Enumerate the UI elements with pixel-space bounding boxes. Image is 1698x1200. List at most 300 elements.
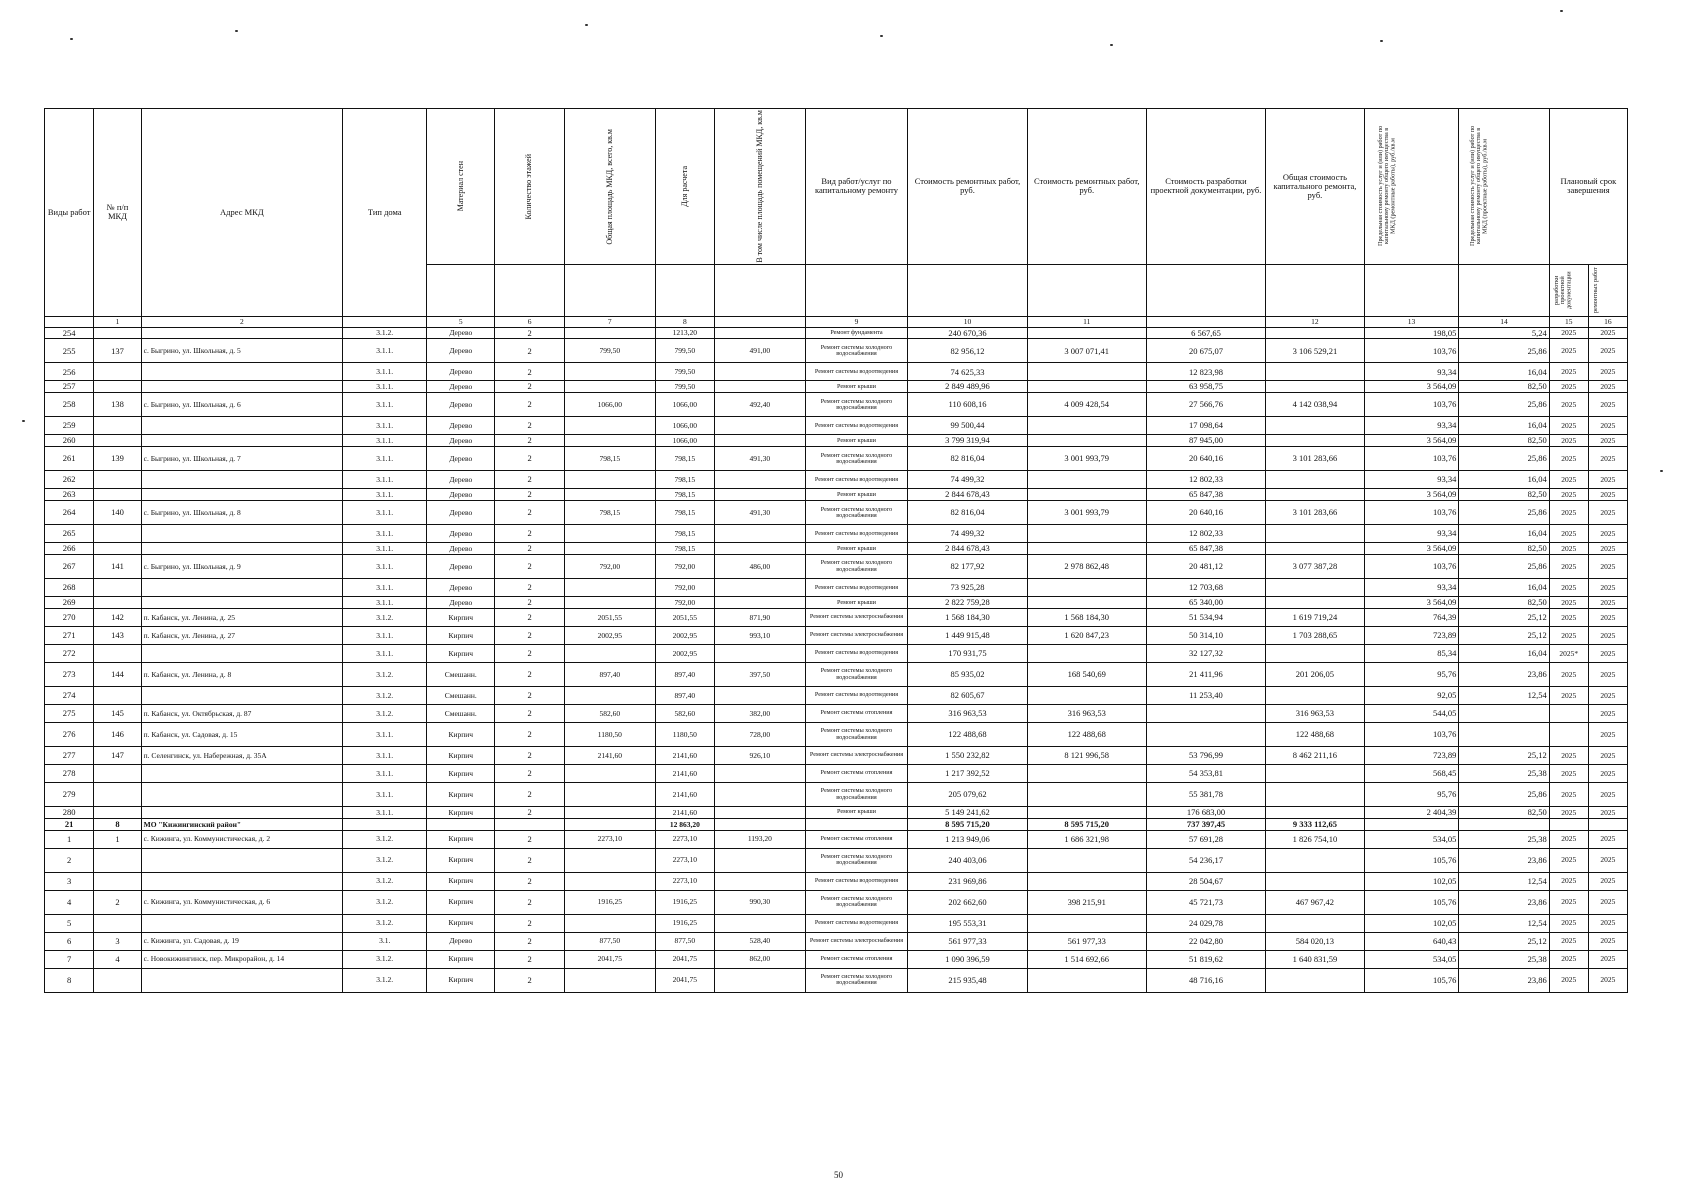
plan-repair-cell: 2025 [1588, 393, 1627, 417]
house-type-cell: 3.1.2. [343, 950, 427, 968]
plan-design-cell: 2025 [1549, 627, 1588, 645]
total-area-cell [565, 687, 655, 705]
total-cost-cell: 316 963,53 [1266, 705, 1365, 723]
floors-cell: 2 [495, 597, 565, 609]
limit-design-cell: 82,50 [1459, 597, 1549, 609]
plan-design-cell [1549, 705, 1588, 723]
total-cost-cell [1266, 489, 1365, 501]
calc-area-cell: 1066,00 [655, 435, 715, 447]
page-number: 50 [834, 1170, 843, 1180]
calc-area-cell: 2141,60 [655, 765, 715, 783]
design-cost-cell: 65 847,38 [1146, 543, 1265, 555]
total-cost-cell [1266, 783, 1365, 807]
plan-repair-cell: 2025 [1588, 417, 1627, 435]
column-number-cell: 6 [495, 316, 565, 327]
limit-design-cell: 82,50 [1459, 807, 1549, 819]
service-type-cell: Ремонт крыши [805, 807, 908, 819]
limit-work-cell: 3 564,09 [1364, 597, 1459, 609]
house-type-cell [343, 819, 427, 831]
house-type-cell: 3.1.1. [343, 645, 427, 663]
plan-design-cell: 2025 [1549, 471, 1588, 489]
house-type-cell: 3.1.1. [343, 783, 427, 807]
limit-design-cell: 25,38 [1459, 830, 1549, 848]
premises-area-cell [715, 645, 805, 663]
plan-design-cell: 2025 [1549, 747, 1588, 765]
repair-cost-cell: 122 488,68 [908, 723, 1027, 747]
calc-area-cell: 1066,00 [655, 393, 715, 417]
floors-cell: 2 [495, 968, 565, 992]
plan-repair-cell: 2025 [1588, 783, 1627, 807]
total-cost-cell [1266, 471, 1365, 489]
service-type-cell: Ремонт системы водоотведения [805, 417, 908, 435]
header-sub-empty [1027, 264, 1146, 316]
header-sub-empty [1266, 264, 1365, 316]
column-number-cell [45, 316, 94, 327]
mkd-number-cell: 4 [94, 950, 141, 968]
table-row [45, 783, 1628, 807]
house-type-cell: 3.1.1. [343, 807, 427, 819]
design-cost-cell: 12 703,68 [1146, 579, 1265, 597]
wall-material-cell: Кирпич [427, 765, 495, 783]
total-cost-cell: 1 640 831,59 [1266, 950, 1365, 968]
table-row [45, 807, 1628, 819]
wall-material-cell: Кирпич [427, 890, 495, 914]
repair-cost-cell: 231 969,86 [908, 872, 1027, 890]
floors-cell: 2 [495, 363, 565, 381]
header-plan: Плановый срок завершения [1549, 109, 1627, 265]
scan-speck [880, 35, 883, 37]
wall-material-cell: Дерево [427, 339, 495, 363]
total-cost-cell: 3 106 529,21 [1266, 339, 1365, 363]
mkd-number-cell [94, 968, 141, 992]
premises-area-cell: 382,00 [715, 705, 805, 723]
plan-repair-cell: 2025 [1588, 807, 1627, 819]
design-cost-cell: 65 847,38 [1146, 489, 1265, 501]
header-sub-empty [1364, 264, 1459, 316]
wall-material-cell [427, 819, 495, 831]
table-row [45, 579, 1628, 597]
header-total-area: Общая площадь МКД, всего, кв.м [565, 109, 655, 265]
floors-cell: 2 [495, 890, 565, 914]
table-row [45, 723, 1628, 747]
address-cell [141, 848, 342, 872]
column-number-cell: 12 [1266, 316, 1365, 327]
mkd-number-cell [94, 471, 141, 489]
header-house-type: Тип дома [343, 109, 427, 317]
premises-area-cell [715, 914, 805, 932]
floors-cell: 2 [495, 663, 565, 687]
total-cost-cell [1266, 579, 1365, 597]
total-cost-cell [1266, 645, 1365, 663]
repair-cost-cell: 205 079,62 [908, 783, 1027, 807]
premises-area-cell: 926,10 [715, 747, 805, 765]
house-type-cell: 3.1.1. [343, 627, 427, 645]
repair-cost-total-cell [1027, 543, 1146, 555]
total-area-cell: 877,50 [565, 932, 655, 950]
repair-cost-cell: 74 625,33 [908, 363, 1027, 381]
limit-work-cell: 103,76 [1364, 501, 1459, 525]
limit-design-cell: 25,86 [1459, 447, 1549, 471]
work-type-cell: 272 [45, 645, 94, 663]
repair-cost-cell: 2 822 759,28 [908, 597, 1027, 609]
plan-design-cell [1549, 723, 1588, 747]
plan-repair-cell: 2025 [1588, 501, 1627, 525]
mkd-number-cell: 139 [94, 447, 141, 471]
header-sub-empty [565, 264, 655, 316]
floors-cell: 2 [495, 765, 565, 783]
repair-cost-cell: 74 499,32 [908, 471, 1027, 489]
table-row [45, 597, 1628, 609]
service-type-cell: Ремонт системы электроснабжения [805, 747, 908, 765]
repair-cost-total-cell: 316 963,53 [1027, 705, 1146, 723]
house-type-cell: 3.1.1. [343, 597, 427, 609]
plan-repair-cell: 2025 [1588, 932, 1627, 950]
design-cost-cell: 63 958,75 [1146, 381, 1265, 393]
limit-work-cell: 3 564,09 [1364, 543, 1459, 555]
repair-cost-total-cell [1027, 807, 1146, 819]
design-cost-cell: 737 397,45 [1146, 819, 1265, 831]
total-area-cell [565, 968, 655, 992]
limit-work-cell: 105,76 [1364, 890, 1459, 914]
total-area-cell: 792,00 [565, 555, 655, 579]
service-type-cell: Ремонт системы холодного водоснабжения [805, 890, 908, 914]
wall-material-cell: Кирпич [427, 807, 495, 819]
calc-area-cell: 799,50 [655, 381, 715, 393]
mkd-number-cell: 144 [94, 663, 141, 687]
calc-area-cell: 2273,10 [655, 848, 715, 872]
repair-cost-cell: 316 963,53 [908, 705, 1027, 723]
total-area-cell: 2273,10 [565, 830, 655, 848]
header-work-type: Виды работ [45, 109, 94, 317]
limit-work-cell: 198,05 [1364, 327, 1459, 339]
service-type-cell: Ремонт системы водоотведения [805, 525, 908, 543]
wall-material-cell: Кирпич [427, 723, 495, 747]
limit-design-cell: 25,12 [1459, 747, 1549, 765]
wall-material-cell: Кирпич [427, 848, 495, 872]
mkd-number-cell: 3 [94, 932, 141, 950]
plan-design-cell: 2025 [1549, 609, 1588, 627]
work-type-cell: 254 [45, 327, 94, 339]
table-body [45, 327, 1628, 992]
mkd-number-cell [94, 579, 141, 597]
floors-cell: 2 [495, 914, 565, 932]
work-type-cell: 263 [45, 489, 94, 501]
limit-design-cell: 82,50 [1459, 543, 1549, 555]
premises-area-cell [715, 872, 805, 890]
premises-area-cell [715, 968, 805, 992]
premises-area-cell [715, 819, 805, 831]
service-type-cell: Ремонт системы отопления [805, 705, 908, 723]
design-cost-cell: 54 353,81 [1146, 765, 1265, 783]
wall-material-cell: Кирпич [427, 645, 495, 663]
address-cell: п. Селенгинск, ул. Набережная, д. 35А [141, 747, 342, 765]
house-type-cell: 3.1. [343, 932, 427, 950]
plan-design-cell: 2025 [1549, 968, 1588, 992]
work-type-cell: 271 [45, 627, 94, 645]
premises-area-cell [715, 327, 805, 339]
plan-repair-cell: 2025 [1588, 471, 1627, 489]
table-row [45, 819, 1628, 831]
total-area-cell [565, 807, 655, 819]
header-calc-area: Для расчета [655, 109, 715, 265]
table-row [45, 339, 1628, 363]
premises-area-cell: 492,40 [715, 393, 805, 417]
design-cost-cell: 11 253,40 [1146, 687, 1265, 705]
premises-area-cell [715, 543, 805, 555]
address-cell [141, 872, 342, 890]
design-cost-cell: 22 042,80 [1146, 932, 1265, 950]
repair-cost-total-cell [1027, 417, 1146, 435]
plan-design-cell: 2025 [1549, 417, 1588, 435]
limit-design-cell: 25,38 [1459, 765, 1549, 783]
table-row [45, 525, 1628, 543]
design-cost-cell: 12 823,98 [1146, 363, 1265, 381]
header-plan-repair: ремонтных работ [1588, 264, 1627, 316]
column-number-cell: 9 [805, 316, 908, 327]
limit-design-cell: 82,50 [1459, 489, 1549, 501]
design-cost-cell: 51 534,94 [1146, 609, 1265, 627]
total-area-cell: 799,50 [565, 339, 655, 363]
limit-work-cell: 103,76 [1364, 723, 1459, 747]
table-row [45, 872, 1628, 890]
wall-material-cell: Дерево [427, 555, 495, 579]
service-type-cell: Ремонт системы холодного водоснабжения [805, 723, 908, 747]
plan-repair-cell: 2025 [1588, 890, 1627, 914]
calc-area-cell: 2002,95 [655, 645, 715, 663]
repair-cost-cell: 215 935,48 [908, 968, 1027, 992]
repair-cost-cell: 2 849 489,96 [908, 381, 1027, 393]
total-area-cell [565, 783, 655, 807]
premises-area-cell [715, 417, 805, 435]
header-sub-empty [1146, 264, 1265, 316]
wall-material-cell: Дерево [427, 327, 495, 339]
repair-cost-cell: 202 662,60 [908, 890, 1027, 914]
total-cost-cell [1266, 327, 1365, 339]
table-row [45, 543, 1628, 555]
premises-area-cell: 990,30 [715, 890, 805, 914]
address-cell [141, 914, 342, 932]
design-cost-cell: 87 945,00 [1146, 435, 1265, 447]
limit-design-cell: 23,86 [1459, 848, 1549, 872]
work-type-cell: 260 [45, 435, 94, 447]
limit-work-cell: 764,39 [1364, 609, 1459, 627]
plan-repair-cell: 2025 [1588, 914, 1627, 932]
work-type-cell: 255 [45, 339, 94, 363]
header-num: № п/п МКД [94, 109, 141, 317]
design-cost-cell: 57 691,28 [1146, 830, 1265, 848]
work-type-cell: 258 [45, 393, 94, 417]
wall-material-cell: Дерево [427, 543, 495, 555]
limit-work-cell: 93,34 [1364, 471, 1459, 489]
plan-design-cell: 2025 [1549, 447, 1588, 471]
address-cell: с. Быгрино, ул. Школьная, д. 7 [141, 447, 342, 471]
house-type-cell: 3.1.2. [343, 327, 427, 339]
floors-cell: 2 [495, 723, 565, 747]
mkd-number-cell [94, 543, 141, 555]
wall-material-cell: Дерево [427, 435, 495, 447]
premises-area-cell [715, 848, 805, 872]
table-row [45, 950, 1628, 968]
address-cell: п. Кабанск, ул. Ленина, д. 25 [141, 609, 342, 627]
repair-cost-total-cell: 1 686 321,98 [1027, 830, 1146, 848]
mkd-number-cell: 143 [94, 627, 141, 645]
house-type-cell: 3.1.2. [343, 609, 427, 627]
house-type-cell: 3.1.1. [343, 723, 427, 747]
repair-cost-cell: 195 553,31 [908, 914, 1027, 932]
column-number-cell: 10 [908, 316, 1027, 327]
limit-design-cell: 25,12 [1459, 627, 1549, 645]
total-cost-cell: 8 462 211,16 [1266, 747, 1365, 765]
service-type-cell: Ремонт системы водоотведения [805, 914, 908, 932]
floors-cell: 2 [495, 848, 565, 872]
total-area-cell [565, 381, 655, 393]
work-type-cell: 267 [45, 555, 94, 579]
repair-cost-cell: 74 499,32 [908, 525, 1027, 543]
wall-material-cell: Дерево [427, 363, 495, 381]
total-area-cell [565, 327, 655, 339]
limit-design-cell [1459, 723, 1549, 747]
plan-design-cell: 2025 [1549, 597, 1588, 609]
header-sub-empty [715, 264, 805, 316]
header-service-type: Вид работ/услуг по капитальному ремонту [805, 109, 908, 265]
repair-cost-total-cell: 122 488,68 [1027, 723, 1146, 747]
column-number-cell: 7 [565, 316, 655, 327]
table-row [45, 890, 1628, 914]
column-number-cell: 13 [1364, 316, 1459, 327]
mkd-number-cell [94, 489, 141, 501]
calc-area-cell: 798,15 [655, 471, 715, 489]
premises-area-cell [715, 525, 805, 543]
mkd-number-cell [94, 765, 141, 783]
design-cost-cell: 51 819,62 [1146, 950, 1265, 968]
limit-work-cell: 568,45 [1364, 765, 1459, 783]
table-row [45, 363, 1628, 381]
repair-cost-total-cell [1027, 783, 1146, 807]
premises-area-cell: 528,40 [715, 932, 805, 950]
plan-repair-cell: 2025 [1588, 339, 1627, 363]
service-type-cell: Ремонт системы водоотведения [805, 872, 908, 890]
plan-design-cell: 2025 [1549, 890, 1588, 914]
calc-area-cell: 792,00 [655, 579, 715, 597]
limit-work-cell: 640,43 [1364, 932, 1459, 950]
repair-cost-cell: 240 670,36 [908, 327, 1027, 339]
column-number-cell: 11 [1027, 316, 1146, 327]
house-type-cell: 3.1.1. [343, 447, 427, 471]
table-row [45, 645, 1628, 663]
repair-cost-cell: 1 568 184,30 [908, 609, 1027, 627]
address-cell [141, 579, 342, 597]
service-type-cell: Ремонт системы отопления [805, 830, 908, 848]
repair-cost-total-cell [1027, 471, 1146, 489]
plan-design-cell: 2025 [1549, 914, 1588, 932]
total-area-cell: 1916,25 [565, 890, 655, 914]
total-cost-cell [1266, 872, 1365, 890]
service-type-cell: Ремонт крыши [805, 435, 908, 447]
house-type-cell: 3.1.2. [343, 830, 427, 848]
repair-cost-total-cell [1027, 765, 1146, 783]
total-cost-cell [1266, 914, 1365, 932]
calc-area-cell: 1916,25 [655, 914, 715, 932]
header-sub-empty [908, 264, 1027, 316]
repair-cost-cell: 170 931,75 [908, 645, 1027, 663]
repair-cost-cell: 2 844 678,43 [908, 543, 1027, 555]
repair-cost-cell: 5 149 241,62 [908, 807, 1027, 819]
mkd-number-cell [94, 687, 141, 705]
plan-repair-cell: 2025 [1588, 950, 1627, 968]
premises-area-cell: 871,90 [715, 609, 805, 627]
mkd-number-cell [94, 914, 141, 932]
premises-area-cell [715, 489, 805, 501]
total-area-cell [565, 489, 655, 501]
calc-area-cell: 798,15 [655, 447, 715, 471]
wall-material-cell: Смешанн. [427, 705, 495, 723]
plan-design-cell: 2025 [1549, 807, 1588, 819]
design-cost-cell: 50 314,10 [1146, 627, 1265, 645]
mkd-number-cell [94, 848, 141, 872]
house-type-cell: 3.1.2. [343, 663, 427, 687]
repair-cost-cell: 82 956,12 [908, 339, 1027, 363]
calc-area-cell: 12 863,20 [655, 819, 715, 831]
work-type-cell: 275 [45, 705, 94, 723]
plan-repair-cell: 2025 [1588, 687, 1627, 705]
plan-repair-cell: 2025 [1588, 830, 1627, 848]
mkd-number-cell: 137 [94, 339, 141, 363]
plan-design-cell: 2025 [1549, 783, 1588, 807]
premises-area-cell [715, 381, 805, 393]
table-row [45, 830, 1628, 848]
service-type-cell: Ремонт системы холодного водоснабжения [805, 968, 908, 992]
total-cost-cell [1266, 687, 1365, 705]
plan-repair-cell [1588, 819, 1627, 831]
table-row [45, 663, 1628, 687]
scan-speck [1380, 40, 1383, 42]
repair-cost-total-cell: 3 007 071,41 [1027, 339, 1146, 363]
design-cost-cell [1146, 705, 1265, 723]
limit-design-cell: 16,04 [1459, 645, 1549, 663]
table-row [45, 705, 1628, 723]
calc-area-cell: 1213,20 [655, 327, 715, 339]
plan-design-cell: 2025 [1549, 363, 1588, 381]
total-cost-cell: 3 101 283,66 [1266, 501, 1365, 525]
design-cost-cell: 53 796,99 [1146, 747, 1265, 765]
address-cell: с. Быгрино, ул. Школьная, д. 5 [141, 339, 342, 363]
floors-cell: 2 [495, 645, 565, 663]
mkd-number-cell: 140 [94, 501, 141, 525]
repair-cost-cell: 82 816,04 [908, 447, 1027, 471]
wall-material-cell: Дерево [427, 579, 495, 597]
premises-area-cell: 486,00 [715, 555, 805, 579]
column-number-cell: 1 [94, 316, 141, 327]
table-row [45, 447, 1628, 471]
limit-design-cell: 25,12 [1459, 932, 1549, 950]
wall-material-cell: Кирпич [427, 783, 495, 807]
mkd-number-cell [94, 381, 141, 393]
design-cost-cell: 48 716,16 [1146, 968, 1265, 992]
address-cell [141, 381, 342, 393]
design-cost-cell [1146, 723, 1265, 747]
total-cost-cell [1266, 848, 1365, 872]
plan-design-cell: 2025 [1549, 489, 1588, 501]
mkd-number-cell: 146 [94, 723, 141, 747]
plan-design-cell: 2025* [1549, 645, 1588, 663]
plan-design-cell: 2025 [1549, 339, 1588, 363]
address-cell: с. Новокижингинск, пер. Микрорайон, д. 14 [141, 950, 342, 968]
mkd-number-cell [94, 783, 141, 807]
premises-area-cell [715, 687, 805, 705]
limit-work-cell: 544,05 [1364, 705, 1459, 723]
repair-cost-cell: 110 608,16 [908, 393, 1027, 417]
plan-design-cell: 2025 [1549, 765, 1588, 783]
